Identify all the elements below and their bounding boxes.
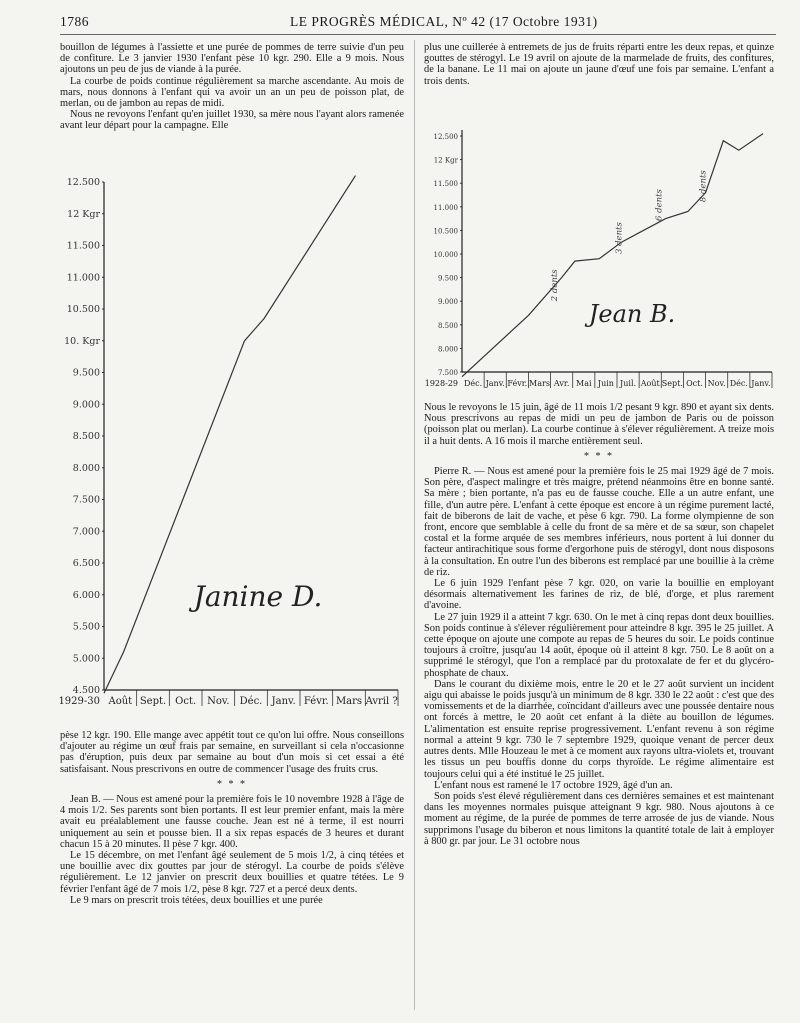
y-tick-label: 7.500 <box>437 369 458 377</box>
x-tick-label: Mars <box>335 696 363 707</box>
y-axis-ticks <box>434 133 463 377</box>
paragraph: pèse 12 kgr. 190. Elle mange avec appétit tout ce qu'on lui offre. Nous conseillons d'ajouter au régime un œuf frais par semaine, en surveillant si cela n'occasionne pas d'éruption, puis deux par semaine au bout d'un mois si cet essai a été satisfaisant. Nous prescrivons en outre de commencer l'usage des fruits crus. <box>60 730 404 775</box>
y-tick-label: 5.500 <box>72 621 100 633</box>
x-tick-label: Sept. <box>661 379 683 388</box>
y-tick-label: 11.000 <box>433 203 458 212</box>
page-header <box>60 14 776 34</box>
paragraph: Le 27 juin 1929 il a atteint 7 kgr. 630. On le met à cinq repas dont deux bouillies. Son poids continue à s'élever régulièrement pour atteindre 8 kgr. 395 le 25 juillet. A cette époque on ajoute une compote au repas de 5 heures du soir. Le poids continue toujours à croître, jusqu'au 14 août, époque où il atteint 8 kgr. 750. Le 8 août on a supprimé le stérogyl, que l'on a remplacé par du protoxalate de fer et du glycéro-phosphate de chaux. <box>424 611 774 679</box>
x-axis-year-label: 1928-29 <box>424 379 458 388</box>
page-number: 1786 <box>60 14 89 29</box>
left-column-bottom <box>60 730 404 906</box>
y-tick-label: 8.500 <box>437 321 458 330</box>
y-tick-label: 12 Kgr <box>67 208 100 220</box>
y-tick-label: 9.000 <box>437 298 458 307</box>
annotation-label: 8 dents <box>698 170 709 203</box>
annotation-label: 3 dents <box>614 222 625 254</box>
x-tick-label: Juil. <box>620 379 637 388</box>
x-tick-label: Févr. <box>303 696 329 707</box>
right-column-bottom <box>424 402 774 847</box>
section-separator: * * * <box>217 778 247 790</box>
y-tick-label: 4.500 <box>72 685 100 696</box>
paragraph: plus une cuillerée à entremets de jus de fruits réparti entre les deux repas, et quinze gouttes de stérogyl. Le 19 avril on ajoute de la marmelade de fruits, des confitures, de la banane. Le 11 mai on ajoute un jaune d'œuf une fois par semaine. L'enfant a trois dents. <box>424 42 774 87</box>
y-tick-label: 8.000 <box>437 345 458 354</box>
x-tick-label: Mars <box>529 379 550 388</box>
chart-title: Janine D. <box>193 580 323 613</box>
x-tick-label: Févr. <box>507 379 528 388</box>
x-tick-label: Août <box>108 696 133 707</box>
y-tick-label: 12.500 <box>66 177 100 188</box>
x-tick-label: Juin <box>597 379 614 388</box>
paragraph: Le 6 juin 1929 l'enfant pèse 7 kgr. 020, on varie la bouillie en employant désormais alternativement les farines de riz, de blé, d'orge, et plus rarement d'avoine. <box>424 578 774 612</box>
left-column-top <box>60 42 404 132</box>
y-tick-label: 6.500 <box>72 558 100 569</box>
x-tick-label: Janv. <box>751 379 771 388</box>
annotation-label: 6 dents <box>654 189 665 221</box>
paragraph: Le 15 décembre, on met l'enfant âgé seulement de 5 mois 1/2, à cinq tétées et une bouillie avec dix gouttes par jour de stérogyl. La courbe de poids s'élève régulièrement. Le 12 janvier on prescrit deux bouillies et quatre tétées. Le 9 février l'enfant âgé de 7 mois 1/2, pèse 8 kgr. 727 et a percé deux dents. <box>60 850 404 895</box>
annotation-label: 2 dents <box>550 269 561 302</box>
paragraph: L'enfant nous est ramené le 17 octobre 1929, âgé d'un an. <box>434 779 673 791</box>
y-tick-label: 9.500 <box>72 367 100 379</box>
x-axis-year-label: 1929-30 <box>58 696 100 707</box>
x-tick-label: Janv. <box>485 379 505 388</box>
column-divider <box>414 40 415 1010</box>
x-tick-label: Avr. <box>553 379 570 388</box>
y-tick-label: 12.500 <box>433 133 458 141</box>
y-tick-label: 9.500 <box>437 274 458 283</box>
weight-curve <box>104 176 356 694</box>
x-axis-ticks <box>58 690 398 707</box>
y-tick-label: 7.500 <box>72 494 100 506</box>
jean-weight-chart <box>422 122 776 397</box>
y-tick-label: 11.000 <box>66 272 100 284</box>
y-tick-label: 10. Kgr <box>64 335 100 347</box>
journal-title: LE PROGRÈS MÉDICAL, Nº 42 (17 Octobre 1931) <box>290 14 598 29</box>
x-tick-label: Janv. <box>271 696 296 707</box>
x-tick-label: Sept. <box>139 696 167 707</box>
annotations <box>550 170 708 303</box>
x-tick-label: Déc. <box>239 696 263 707</box>
paragraph: Jean B. — Nous est amené pour la première fois le 10 novembre 1928 à l'âge de 4 mois 1/2. Ses parents sont bien portants. Il est leur premier enfant, mais la mère avait eu préalablement une fausse couche. Jean est né à terme, il est nourri uniquement au sein et pousse bien. Il a six repas espacés de 3 heures et durant chacun 15 à 20 minutes. Il pèse 7 kgr. 400. <box>60 794 404 850</box>
paragraph: Pierre R. — Nous est amené pour la première fois le 25 mai 1929 âgé de 7 mois. Son père, d'aspect malingre et très maigre, prétend néanmoins être en bonne santé. Sa mère ; bien portante, n'a pas eu de fausse couche. Elle a un autre enfant, une fille, d'un autre père. L'enfant à cette époque est encore à un régime purement lacté, fait de biberons de lait de vache, et pèse 6 kgr. 790. La forme olympienne de son front, encore que semblable à celle du front de sa mère et de sa sœur, son chapelet costal et la forme arquée de ses membres inférieurs, nous portent à lui donner du facteur antirachitique sous forme d'ergorhone puis de stérogyl, dont nous disposons à la consultation. En outre l'un des biberons est remplacé par une bouillie à la crème de riz. <box>424 466 774 578</box>
x-tick-label: Oct. <box>686 379 703 388</box>
y-tick-label: 8.000 <box>72 462 100 474</box>
header-rule <box>60 34 776 35</box>
x-axis-ticks <box>425 372 772 388</box>
y-tick-label: 11.500 <box>433 180 458 189</box>
paragraph: Dans le courant du dixième mois, entre le 20 et le 27 août survient un incident aigu qui abaisse le poids jusqu'à un minimum de 8 kgr. 330 le 22 août : c'est que des vomissements et de la diarrhée, coïncidant d'ailleurs avec une poussée dentaire nous ont forcés à mettre, le 20 août cet enfant à la diète au bouillon de légumes. L'alimentation est ensuite reprise progressivement. L'enfant revenu à son régime normal a atteint 9 kgr. 730 le 7 septembre 1929, quoique venant de percer deux autres dents. Mlle Houzeau le met à ce moment aux rayons ultra-violets et, trouvant les tissus un peu bouffis donne du corps thyroïde. Le régime alimentaire est toujours celui qui a été institué le 25 juillet. <box>424 678 774 780</box>
x-tick-label: Avril ? <box>365 696 398 707</box>
paragraph: Le 9 mars on prescrit trois tétées, deux bouillies et une purée <box>70 894 323 906</box>
x-tick-label: Nov. <box>707 379 726 388</box>
x-tick-label: Mai <box>576 379 592 388</box>
x-tick-label: Déc. <box>729 379 748 388</box>
y-tick-label: 7.000 <box>72 526 100 538</box>
paragraph: bouillon de légumes à l'assiette et une purée de pommes de terre suivie d'un peu de confiture. Le 3 janvier 1930 l'enfant pèse 10 kgr. 290. Elle a 9 mois. Nous ajoutons un peu de jus de viande à la purée. <box>60 42 404 76</box>
paragraph: Nous le revoyons le 15 juin, âgé de 11 mois 1/2 pesant 9 kgr. 890 et ayant six dents. Nous prescrivons au repas de midi un peu de jambon de Paris ou de poisson (poisson plat ou merlan). La courbe continue à s'élever régulièrement. A treize mois il a huit dents. A 16 mois il marche entièrement seul. <box>424 402 774 447</box>
paragraph: La courbe de poids continue régulièrement sa marche ascendante. Au mois de mars, nous donnons à l'enfant qui va avoir un an un peu de poisson plat, de merlan, ou de jambon au repas de midi. <box>60 75 404 110</box>
x-tick-label: Oct. <box>175 696 197 707</box>
y-tick-label: 5.000 <box>72 653 100 665</box>
paragraph: Son poids s'est élevé régulièrement dans ces dernières semaines et est maintenant dans les moyennes normales puisque atteignant 9 kgr. 980. Nous ajoutons à ce moment au régime, de la purée de pommes de terre arrosée de jus de viande. Nous supprimons l'usage du biberon et nous limitons la quantité totale de lait à employer à 800 gr. par jour. Le 31 octobre nous <box>424 790 774 847</box>
y-tick-label: 12 Kgr <box>433 156 458 165</box>
right-column-top <box>424 42 774 87</box>
paragraph: Nous ne revoyons l'enfant qu'en juillet 1930, sa mère nous l'ayant alors ramenée avant leur départ pour la campagne. Elle <box>60 109 404 132</box>
y-tick-label: 8.500 <box>72 431 100 442</box>
y-tick-label: 10.500 <box>66 304 100 315</box>
x-tick-label: Nov. <box>207 696 230 707</box>
chart-title: Jean B. <box>588 300 676 328</box>
y-tick-label: 10.500 <box>433 227 458 236</box>
y-tick-label: 11.500 <box>66 240 100 252</box>
y-tick-label: 9.000 <box>72 399 100 411</box>
x-tick-label: Déc. <box>463 379 483 388</box>
y-tick-label: 10.000 <box>433 251 458 259</box>
weight-curve <box>462 134 763 377</box>
y-axis-ticks <box>64 177 104 696</box>
janine-weight-chart <box>58 170 404 725</box>
x-tick-label: Août <box>640 379 660 388</box>
section-separator: * * * <box>584 450 614 462</box>
y-tick-label: 6.000 <box>72 589 100 601</box>
